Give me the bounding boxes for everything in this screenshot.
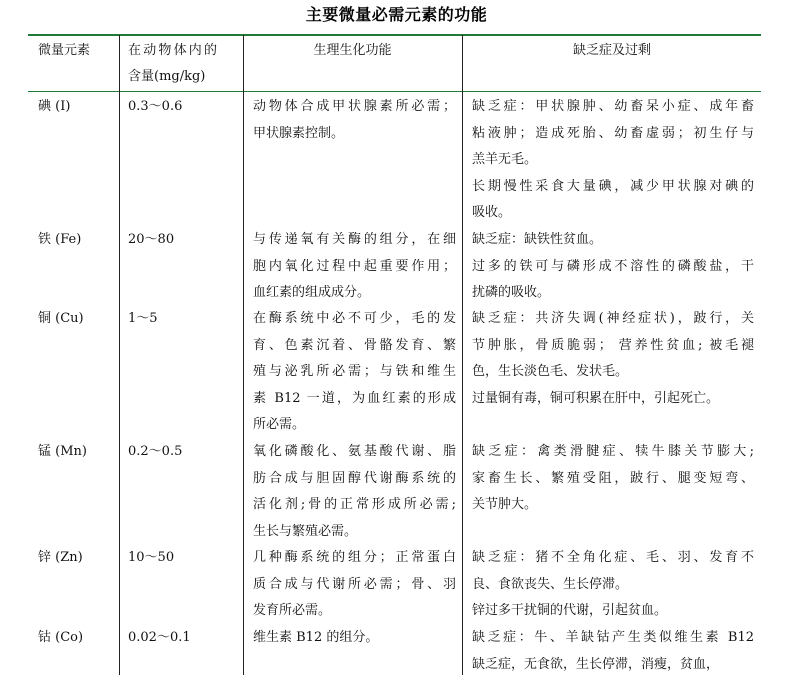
function-line: 肪合成与胆固醇代谢酶系统的	[253, 466, 456, 493]
header-deficiency: 缺乏症及过剩	[462, 38, 762, 64]
function-line: 维生素 B12 的组分。	[253, 625, 456, 652]
deficiency-line: 过多的铁可与磷形成不溶性的磷酸盐，干	[472, 254, 754, 281]
deficiency-line: 缺乏症：缺铁性贫血。	[472, 227, 754, 254]
function-text	[253, 306, 456, 439]
deficiency-line: 过量铜有毒，铜可积累在肝中，引起死亡。	[472, 386, 754, 413]
function-line: 动物体合成甲状腺素所必需；	[253, 94, 456, 121]
deficiency-line: 缺乏症，无食欲，生长停滞，消瘦，贫血，	[472, 652, 754, 678]
deficiency-line: 节肿胀，骨质脆弱； 营养性贫血; 被毛褪	[472, 333, 754, 360]
page-title: 主要微量必需元素的功能	[0, 2, 793, 25]
deficiency-line: 缺乏症：甲状腺肿、幼畜呆小症、成年畜	[472, 94, 754, 121]
column-divider-1	[119, 35, 120, 675]
function-line: 在酶系统中必不可少，毛的发	[253, 306, 456, 333]
deficiency-line: 长期慢性采食大量碘，减少甲状腺对碘的	[472, 174, 754, 201]
function-line: 育、色素沉着、骨骼发育、繁	[253, 333, 456, 360]
element-content: 20～80	[128, 227, 174, 254]
deficiency-line: 吸收。	[472, 200, 754, 227]
function-line: 血红素的组成成分。	[253, 280, 456, 307]
deficiency-line: 羔羊无毛。	[472, 147, 754, 174]
column-divider-3	[462, 35, 463, 675]
element-content: 10～50	[128, 545, 174, 572]
function-line: 素 B12 一道，为血红素的形成	[253, 386, 456, 413]
deficiency-line: 缺乏症：牛、羊缺钴产生类似维生素 B12	[472, 625, 754, 652]
function-line: 氧化磷酸化、氨基酸代谢、脂	[253, 439, 456, 466]
function-text	[253, 625, 456, 652]
function-text	[253, 439, 456, 545]
deficiency-line: 家畜生长、繁殖受阻，跛行、腿变短弯、	[472, 466, 754, 493]
deficiency-line: 色，生长淡色毛、发状毛。	[472, 359, 754, 386]
function-line: 胞内氧化过程中起重要作用；	[253, 254, 456, 281]
function-line: 殖与泌乳所必需；与铁和维生	[253, 359, 456, 386]
function-line: 甲状腺素控制。	[253, 121, 456, 148]
header-function: 生理生化功能	[243, 38, 462, 64]
function-line: 所必需。	[253, 412, 456, 439]
element-name: 碘 (I)	[38, 94, 70, 121]
column-divider-2	[243, 35, 244, 675]
element-content: 1～5	[128, 306, 158, 333]
deficiency-line: 缺乏症：禽类滑腱症、犊牛膝关节膨大;	[472, 439, 754, 466]
deficiency-line: 关节肿大。	[472, 492, 754, 519]
header-element: 微量元素	[38, 38, 90, 64]
deficiency-text	[472, 306, 754, 412]
function-line: 发育所必需。	[253, 598, 456, 625]
table-top-rule	[28, 34, 761, 36]
element-name: 钴 (Co)	[38, 625, 83, 652]
function-line: 活化剂;骨的正常形成所必需;	[253, 492, 456, 519]
deficiency-text	[472, 227, 754, 307]
deficiency-text	[472, 439, 754, 519]
deficiency-line: 良、食欲丧失、生长停滞。	[472, 572, 754, 599]
deficiency-line: 缺乏症：猪不全角化症、毛、羽、发育不	[472, 545, 754, 572]
function-line: 几种酶系统的组分；正常蛋白	[253, 545, 456, 572]
deficiency-text	[472, 94, 754, 227]
header-content-line2: 含量(mg/kg)	[128, 64, 205, 90]
deficiency-text	[472, 625, 754, 678]
element-name: 锌 (Zn)	[38, 545, 83, 572]
element-content: 0.02～0.1	[128, 625, 191, 652]
element-name: 铁 (Fe)	[38, 227, 81, 254]
deficiency-line: 扰磷的吸收。	[472, 280, 754, 307]
function-text	[253, 94, 456, 147]
element-name: 铜 (Cu)	[38, 306, 84, 333]
element-content: 0.2～0.5	[128, 439, 182, 466]
function-text	[253, 227, 456, 307]
function-line: 质合成与代谢所必需；骨、羽	[253, 572, 456, 599]
deficiency-line: 粘液肿；造成死胎、幼畜虚弱；初生仔与	[472, 121, 754, 148]
function-text	[253, 545, 456, 625]
deficiency-line: 锌过多干扰铜的代谢，引起贫血。	[472, 598, 754, 625]
table-header-rule	[28, 91, 761, 92]
element-content: 0.3～0.6	[128, 94, 182, 121]
deficiency-text	[472, 545, 754, 625]
function-line: 生长与繁殖必需。	[253, 519, 456, 546]
element-name: 锰 (Mn)	[38, 439, 87, 466]
function-line: 与传递氧有关酶的组分，在细	[253, 227, 456, 254]
deficiency-line: 缺乏症：共济失调(神经症状)，跛行，关	[472, 306, 754, 333]
header-content-line1: 在动物体内的	[128, 38, 219, 64]
